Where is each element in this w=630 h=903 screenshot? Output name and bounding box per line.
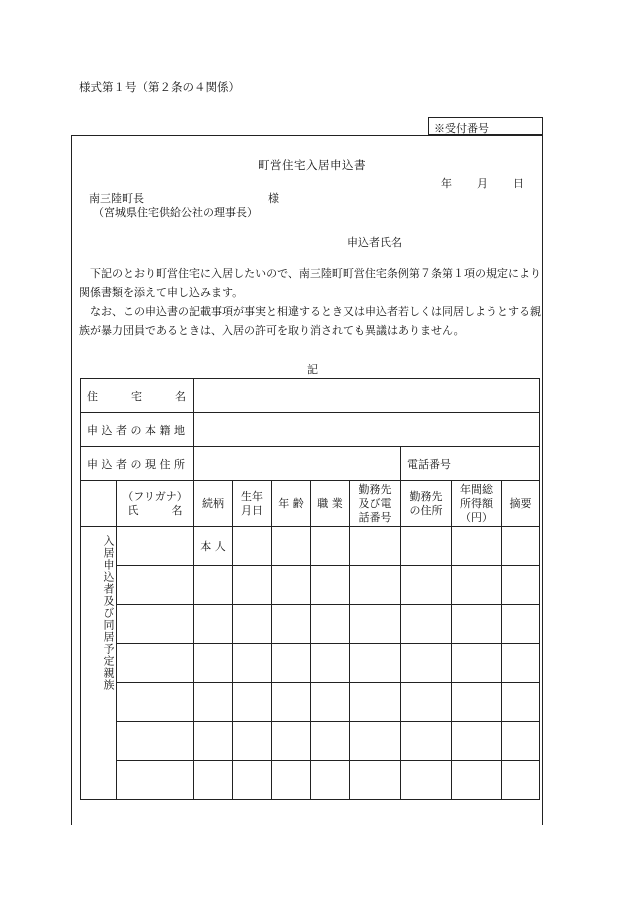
current-address-label: 申 込 者 の 現 住 所 xyxy=(81,447,194,481)
cell-age[interactable] xyxy=(272,761,311,800)
col-header-birthdate xyxy=(233,481,272,527)
cell-name[interactable] xyxy=(117,761,194,800)
cell-remarks[interactable] xyxy=(502,722,540,761)
cell-occupation[interactable] xyxy=(311,605,350,644)
cell-birthdate[interactable] xyxy=(233,527,272,566)
cell-annual-income[interactable] xyxy=(452,527,502,566)
cell-relation[interactable] xyxy=(194,566,233,605)
cell-name[interactable] xyxy=(117,722,194,761)
cell-workplace-phone[interactable] xyxy=(350,566,401,605)
table-row xyxy=(81,644,540,683)
header-blank-cell xyxy=(81,481,117,527)
date-year-label: 年 xyxy=(441,177,452,190)
applicant-name-label: 申込者氏名 xyxy=(347,236,402,249)
table-row xyxy=(81,761,540,800)
cell-occupation[interactable] xyxy=(311,527,350,566)
col-header-workaddr-line1: 勤務先 xyxy=(409,489,443,503)
cell-birthdate[interactable] xyxy=(233,566,272,605)
cell-age[interactable] xyxy=(272,605,311,644)
col-header-birthdate-line2: 月日 xyxy=(241,503,263,517)
col-header-income-line1: 年間総 xyxy=(460,482,493,496)
cell-workplace-phone[interactable] xyxy=(350,527,401,566)
cell-birthdate[interactable] xyxy=(233,605,272,644)
col-header-workaddr-line2: の住所 xyxy=(409,503,443,517)
cell-annual-income[interactable] xyxy=(452,761,502,800)
cell-remarks[interactable] xyxy=(502,527,540,566)
cell-age[interactable] xyxy=(272,722,311,761)
cell-workplace-address[interactable] xyxy=(401,527,452,566)
cell-relation-self: 本 人 xyxy=(194,527,233,566)
household-side-label: 入居申込者及び同居予定親族 xyxy=(81,527,117,800)
housing-name-field[interactable] xyxy=(194,379,540,413)
col-header-remarks: 摘要 xyxy=(502,481,540,527)
cell-relation[interactable] xyxy=(194,761,233,800)
cell-annual-income[interactable] xyxy=(452,566,502,605)
cell-workplace-address[interactable] xyxy=(401,722,452,761)
col-header-workplace-line2: 及び電 xyxy=(358,496,392,510)
cell-relation[interactable] xyxy=(194,644,233,683)
ki-heading: 記 xyxy=(307,363,318,376)
cell-birthdate[interactable] xyxy=(233,683,272,722)
col-header-annual-income xyxy=(452,481,502,527)
cell-name[interactable] xyxy=(117,605,194,644)
col-header-age: 年 齢 xyxy=(272,481,311,527)
cell-remarks[interactable] xyxy=(502,605,540,644)
cell-workplace-phone[interactable] xyxy=(350,683,401,722)
col-header-name xyxy=(117,481,194,527)
cell-annual-income[interactable] xyxy=(452,722,502,761)
cell-annual-income[interactable] xyxy=(452,683,502,722)
cell-occupation[interactable] xyxy=(311,566,350,605)
receipt-number-label: ※受付番号 xyxy=(434,122,489,135)
col-header-birthdate-line1: 生年 xyxy=(241,489,263,503)
cell-name[interactable] xyxy=(117,683,194,722)
cell-workplace-address[interactable] xyxy=(401,761,452,800)
col-header-furigana: （フリガナ） xyxy=(122,489,188,503)
form-number-label: 様式第１号（第２条の４関係） xyxy=(79,80,240,94)
cell-remarks[interactable] xyxy=(502,644,540,683)
cell-age[interactable] xyxy=(272,566,311,605)
col-header-income-line2: 所得額 xyxy=(460,496,493,510)
domicile-label: 申 込 者 の 本 籍 地 xyxy=(81,413,194,447)
cell-workplace-phone[interactable] xyxy=(350,605,401,644)
cell-name[interactable] xyxy=(117,527,194,566)
cell-occupation[interactable] xyxy=(311,683,350,722)
cell-age[interactable] xyxy=(272,644,311,683)
addressee: 南三陸町長 xyxy=(89,192,144,205)
cell-workplace-address[interactable] xyxy=(401,683,452,722)
table-row xyxy=(81,527,540,566)
housing-name-label: 住 宅 名 xyxy=(81,379,194,413)
declaration-statement: なお、この申込書の記載事項が事実と相違するとき又は申込者若しくは同居しようとする親族が暴力団員であるときは、入居の許可を取り消されても異議はありません。 xyxy=(79,305,541,337)
domicile-field[interactable] xyxy=(194,413,540,447)
date-day-label: 日 xyxy=(513,177,524,190)
addressee-alternate: （宮城県住宅供給公社の理事長） xyxy=(93,206,258,219)
application-statement: 下記のとおり町営住宅に入居したいので、南三陸町町営住宅条例第７条第１項の規定により関係書類を添えて申し込みます。 xyxy=(79,267,541,299)
table-row xyxy=(81,566,540,605)
cell-relation[interactable] xyxy=(194,605,233,644)
cell-workplace-address[interactable] xyxy=(401,566,452,605)
cell-occupation[interactable] xyxy=(311,722,350,761)
cell-remarks[interactable] xyxy=(502,683,540,722)
cell-workplace-phone[interactable] xyxy=(350,644,401,683)
table-row xyxy=(81,683,540,722)
application-table xyxy=(80,378,540,800)
current-address-field[interactable] xyxy=(194,447,401,481)
document-title: 町営住宅入居申込書 xyxy=(258,158,366,172)
cell-occupation[interactable] xyxy=(311,761,350,800)
cell-workplace-address[interactable] xyxy=(401,605,452,644)
cell-age[interactable] xyxy=(272,527,311,566)
cell-age[interactable] xyxy=(272,683,311,722)
phone-number-label: 電話番号 xyxy=(401,447,540,481)
col-header-relation: 続柄 xyxy=(194,481,233,527)
cell-name[interactable] xyxy=(117,566,194,605)
cell-birthdate[interactable] xyxy=(233,644,272,683)
col-header-income-line3: （円） xyxy=(460,510,493,524)
cell-workplace-phone[interactable] xyxy=(350,722,401,761)
col-header-name-label: 氏 名 xyxy=(127,503,183,517)
cell-annual-income[interactable] xyxy=(452,605,502,644)
cell-workplace-phone[interactable] xyxy=(350,761,401,800)
cell-remarks[interactable] xyxy=(502,566,540,605)
cell-workplace-address[interactable] xyxy=(401,644,452,683)
cell-birthdate[interactable] xyxy=(233,761,272,800)
honorific: 様 xyxy=(268,192,279,205)
table-row xyxy=(81,722,540,761)
cell-birthdate[interactable] xyxy=(233,722,272,761)
table-row xyxy=(81,605,540,644)
cell-name[interactable] xyxy=(117,644,194,683)
col-header-workplace-phone xyxy=(350,481,401,527)
date-month-label: 月 xyxy=(477,177,488,190)
col-header-workplace-line1: 勤務先 xyxy=(358,482,392,496)
receipt-number-box xyxy=(428,117,543,135)
cell-relation[interactable] xyxy=(194,683,233,722)
cell-annual-income[interactable] xyxy=(452,644,502,683)
col-header-workplace-address xyxy=(401,481,452,527)
cell-relation[interactable] xyxy=(194,722,233,761)
col-header-occupation: 職 業 xyxy=(311,481,350,527)
col-header-workplace-line3: 話番号 xyxy=(358,510,392,524)
cell-occupation[interactable] xyxy=(311,644,350,683)
cell-remarks[interactable] xyxy=(502,761,540,800)
